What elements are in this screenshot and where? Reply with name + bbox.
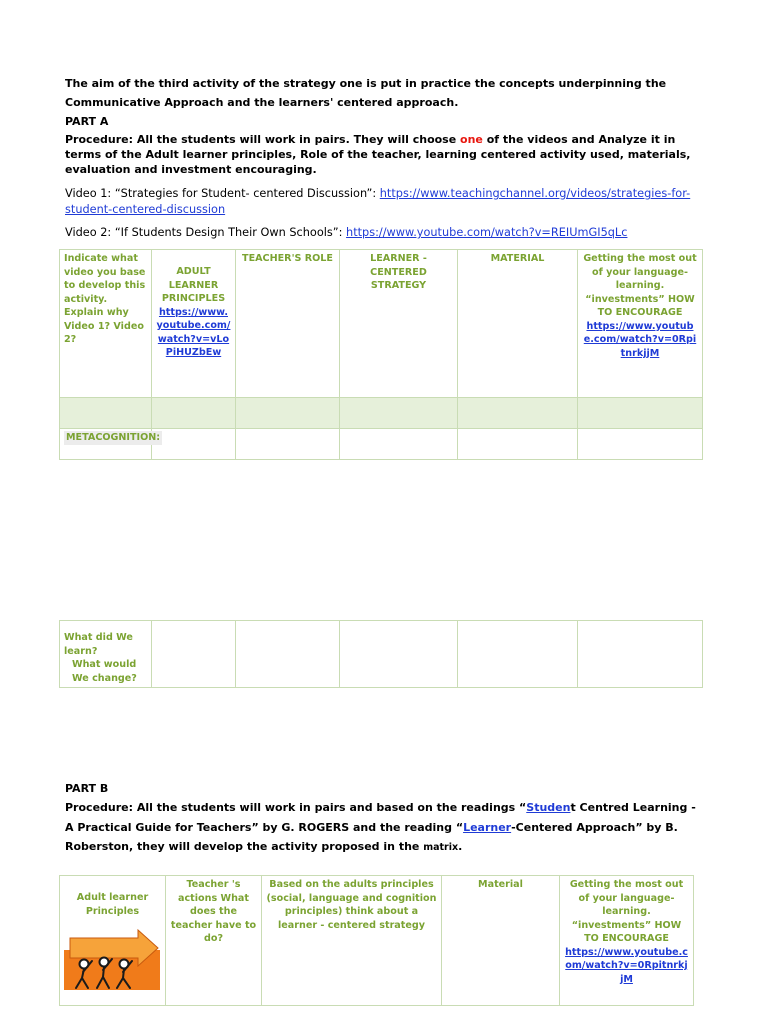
intro-line-2: Communicative Approach and the learners' centered approach. (65, 96, 459, 109)
procedure-label: Procedure: (65, 133, 134, 146)
reflection-table (59, 620, 703, 688)
table-cell[interactable] (458, 398, 578, 429)
question-learn: What did We learn? (64, 632, 133, 657)
procedure-highlight: one (460, 133, 483, 146)
table-cell[interactable] (340, 429, 458, 460)
part-a-procedure (65, 132, 705, 177)
table-cell[interactable] (458, 621, 578, 688)
table-cell[interactable] (458, 429, 578, 460)
metacognition-row (60, 429, 703, 460)
table-cell[interactable] (578, 398, 703, 429)
intro-line-1: The aim of the third activity of the strategy one is put in practice the concepts underpinning the (65, 77, 667, 90)
investments-link[interactable]: https://www.youtube.com/watch?v=0RpitnrkjjM (583, 320, 697, 359)
teacher-actions-header: Teacher 's actions What does the teacher have to do? (166, 876, 262, 1006)
adult-learner-header (152, 250, 236, 398)
strategy-header: Based on the adults principles (social, language and cognition principles) think about a learner - centered strategy (262, 876, 442, 1006)
part-b-text-3: -Centered Approach” by B. Roberston, they will develop the activity proposed in the (65, 820, 678, 853)
matrix-word: matrix (423, 842, 459, 853)
table-cell[interactable] (578, 621, 703, 688)
table-cell[interactable] (60, 398, 152, 429)
table-cell[interactable] (152, 429, 236, 460)
part-b-procedure (65, 798, 705, 858)
teacher-role-header: TEACHER'S ROLE (236, 250, 340, 398)
learner-link[interactable]: Learner (463, 820, 512, 834)
investments-b-header (560, 876, 694, 1006)
table-cell[interactable] (236, 621, 340, 688)
video-2-link[interactable]: https://www.youtube.com/watch?v=REIUmGI5qLc (346, 226, 628, 239)
metacognition-label: METACOGNITION: (66, 432, 161, 443)
material-header: MATERIAL (458, 250, 578, 398)
student-link[interactable]: Studen (526, 801, 571, 814)
part-b-text-end: . (458, 840, 463, 853)
video-2-line (65, 225, 705, 241)
part-a-heading: PART A (65, 115, 109, 128)
table-green-row (60, 398, 703, 429)
part-b-text-2: t Centred Learning - A Practical Guide for Teachers” by G. ROGERS and the reading “ (65, 801, 696, 834)
material-b-header: Material (442, 876, 560, 1006)
teamwork-arrow-illustration (64, 928, 160, 990)
procedure-text-1: All the students will work in pairs. They will choose (133, 133, 461, 146)
table-header-row (60, 250, 703, 398)
adult-learner-label: ADULT LEARNER PRINCIPLES (161, 266, 226, 304)
investments-header (578, 250, 703, 398)
video-1-line (65, 186, 705, 218)
table-cell[interactable] (236, 398, 340, 429)
adult-principles-label: Adult learner Principles (76, 892, 149, 917)
investments-label: Getting the most out of your language-learning. “investments” HOW TO ENCOURAGE (583, 253, 697, 318)
metacognition-cell (60, 429, 161, 460)
table-cell[interactable] (152, 398, 236, 429)
question-change: What would We change? (72, 659, 137, 684)
table-cell[interactable] (340, 398, 458, 429)
reflection-questions (60, 621, 152, 688)
part-a-table (59, 249, 703, 460)
video-choice-header: Indicate what video you base to develop this activity. Explain why Video 1? Video 2? (60, 250, 152, 398)
table-cell[interactable] (236, 429, 340, 460)
table-cell[interactable] (340, 621, 458, 688)
learner-strategy-header: LEARNER - CENTERED STRATEGY (340, 250, 458, 398)
reflection-row (60, 621, 703, 688)
video-1-link[interactable]: https://www.teachingchannel.org/videos/strategies-for-student-centered-discussion (65, 187, 691, 216)
investments-b-link[interactable]: https://www.youtube.com/watch?v=0RpitnrkjjM (565, 946, 688, 985)
part-b-heading: PART B (65, 782, 109, 795)
procedure-text-2: of the videos and Analyze it in terms of the Adult learner principles, Role of the teacher, learning centered activity used, materials, evaluation and investment encouraging. (65, 133, 691, 176)
video-1-label: Video 1: “Strategies for Student- centered Discussion”: (65, 187, 380, 200)
table-cell[interactable] (578, 429, 703, 460)
table-cell[interactable] (152, 621, 236, 688)
part-b-procedure-label: Procedure: (65, 801, 134, 814)
video-2-label: Video 2: “If Students Design Their Own Schools”: (65, 226, 347, 239)
adult-learner-link[interactable]: https://www.youtube.com/watch?v=vLoPiHUZbEw (156, 306, 231, 358)
part-b-text-1: All the students will work in pairs and based on the readings “ (133, 801, 527, 814)
investments-b-label: Getting the most out of your language-learning. “investments” HOW TO ENCOURAGE (569, 879, 684, 944)
